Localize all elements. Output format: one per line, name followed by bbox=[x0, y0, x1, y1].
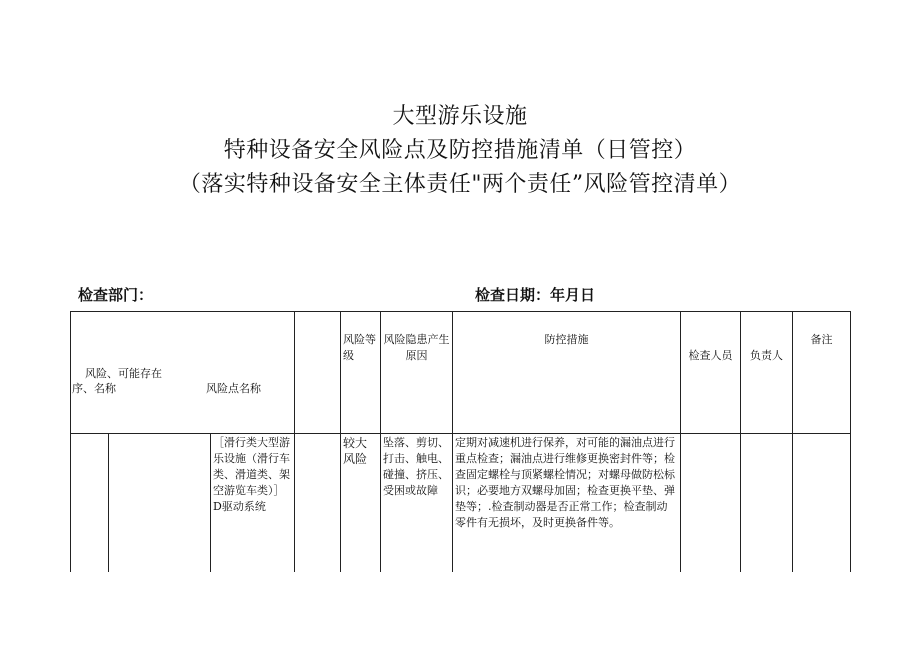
cell-risk-point bbox=[211, 434, 295, 573]
header-blank bbox=[295, 312, 341, 434]
title-line-1: 大型游乐设施 bbox=[392, 104, 528, 129]
inspection-dept-label: 检查部门： bbox=[78, 286, 154, 304]
table-row bbox=[71, 434, 851, 573]
title-line-3: （落实特种设备安全主体责任"两个责任”风险管控清单） bbox=[178, 172, 742, 197]
header-inspector: 检查人员 bbox=[681, 312, 741, 434]
header-remarks: 备注 bbox=[793, 312, 851, 434]
cell-inspector bbox=[681, 434, 741, 573]
cell-seq bbox=[71, 434, 109, 573]
header-measures: 防控措施 bbox=[453, 312, 681, 434]
cell-measures: 定期对减速机进行保养，对可能的漏油点进行重点检查；漏油点进行维修更换密封件等；检查固定螺栓与顶紧螺栓情况；对螺母做防松标识；必要地方双螺母加固；检查更换平垫、弹垫等；.检查制动器是否正常工作；检查制动零件有无损坏，及时更换备件等。 bbox=[453, 434, 681, 573]
header-risk-level: 风险等级 bbox=[341, 312, 381, 434]
cell-responsible bbox=[741, 434, 793, 573]
risk-control-table bbox=[70, 311, 851, 572]
header-seq-name: 序、名称 bbox=[72, 382, 116, 395]
cell-blank bbox=[295, 434, 341, 573]
header-cause: 风险隐患产生原因 bbox=[381, 312, 453, 434]
inspection-date-label: 检查日期：年月日 bbox=[475, 286, 596, 304]
risk-point-category: ［滑行类大型游乐设施（滑行车类、滑道类、架空游览车类）］ bbox=[213, 436, 290, 497]
header-seq-name-riskpoint bbox=[71, 312, 295, 434]
title-line-2: 特种设备安全风险点及防控措施清单（日管控） bbox=[223, 138, 697, 163]
cell-name bbox=[109, 434, 211, 573]
cell-cause: 坠落、剪切、打击、触电、碰撞、挤压、受困或故障 bbox=[381, 434, 453, 573]
header-responsible: 负责人 bbox=[741, 312, 793, 434]
table-header-row bbox=[71, 312, 851, 434]
document-title bbox=[0, 100, 920, 202]
cell-remarks bbox=[793, 434, 851, 573]
risk-point-sub: D驱动系统 bbox=[213, 500, 266, 513]
header-risk-point-name: 风险点名称 bbox=[206, 382, 261, 395]
header-risk-possible: 风险、可能存在 bbox=[85, 367, 162, 380]
cell-risk-level: 较大风险 bbox=[341, 434, 381, 573]
